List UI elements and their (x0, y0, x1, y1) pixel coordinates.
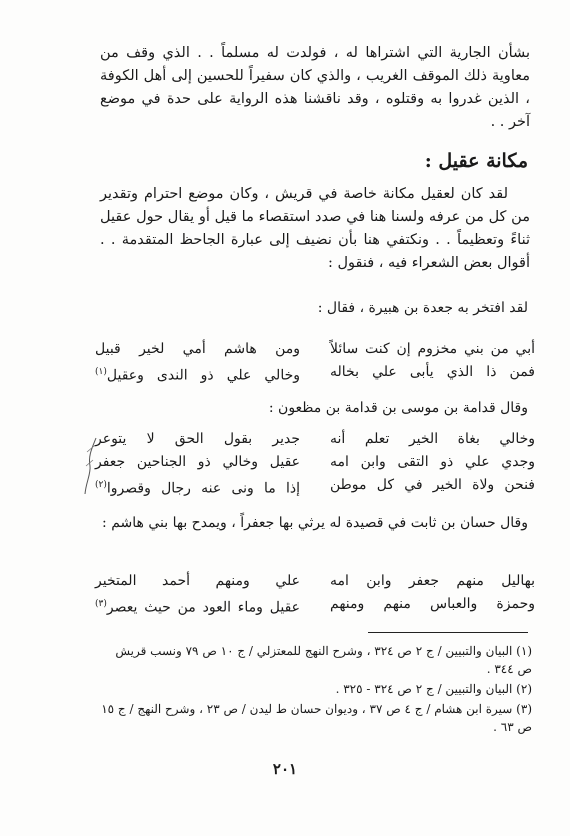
verse-second-hemistich: إذا ما ونى عنه رجال وقصروا$^{(٢)}$ (95, 480, 300, 497)
handwritten-margin-mark (82, 436, 100, 496)
section-heading: مكانة عقيل : (424, 150, 528, 172)
poem-intro-1: لقد افتخر به جعدة بن هبيرة ، فقال : (317, 300, 528, 316)
poem-intro-2: وقال قدامة بن موسى بن قدامة بن مظعون : (268, 400, 528, 416)
footnote-reference: (١) (95, 367, 107, 377)
verse-first-hemistich: وحمزة والعباس منهم ومنهم (330, 596, 535, 612)
footnote: (١) البيان والتبيين / ج ٢ ص ٣٢٤ ، وشرح النهج للمعتزلي / ج ١٠ ص ٧٩ ونسب قريش ص ٣٤٤ . (115, 644, 532, 676)
verse-first-hemistich: بهاليل منهم جعفر وابن امه (330, 573, 535, 589)
verse-first-hemistich: أبي من بني مخزوم إن كنت سائلاً (330, 341, 535, 357)
footnotes (100, 642, 532, 738)
verse-first-hemistich: وخالي بغاة الخير تعلم أنه (330, 431, 535, 447)
verse-line (95, 361, 535, 384)
footnote: (٣) سيرة ابن هشام / ج ٤ ص ٣٧ ، وديوان حسان ط ليدن / ص ٢٣ ، وشرح النهج / ج ١٥ ص ٦٣ . (101, 702, 532, 734)
verse-first-hemistich: فنحن ولاة الخير في كل موطن (330, 477, 535, 493)
verse-second-hemistich: جدير بقول الحق لا يتوعر (95, 431, 300, 447)
footnote-reference: (٣) (95, 599, 107, 609)
intro-paragraph: بشأن الجارية التي اشتراها له ، فولدت له مسلماً . . الذي وقف من معاوية ذلك الموقف الغريب ، والذي كان سفيراً للحسين إلى أهل الكوفة ، الذين غدروا به وقتلوه ، وقد ناقشنا هذه الرواية على حدة في موضع آخر . . (100, 45, 530, 130)
footnote-reference: (٢) (95, 480, 107, 490)
page-number: ٢٠١ (272, 760, 298, 778)
poem-2 (95, 428, 535, 497)
verse-second-hemistich: عقيل وخالي ذو الجناحين جعفر (95, 454, 300, 470)
poem-3 (95, 570, 535, 616)
verse-second-hemistich: وخالي علي ذو الندى وعقيل$^{(١)}$ (95, 367, 300, 384)
verse-second-hemistich: علي ومنهم أحمد المتخير (95, 573, 300, 589)
verse-second-hemistich: ومن هاشم أمي لخير قبيل (95, 341, 300, 357)
verse-first-hemistich: فمن ذا الذي يأبى علي بخاله (330, 364, 535, 380)
verse-first-hemistich: وجدي علي ذو التقى وابن امه (330, 454, 535, 470)
verse-line (95, 570, 535, 593)
verse-line (95, 593, 535, 616)
verse-second-hemistich: عقيل وماء العود من حيث يعصر$^{(٣)}$ (95, 599, 300, 616)
verse-line (95, 338, 535, 361)
footnote: (٢) البيان والتبيين / ج ٢ ص ٣٢٤ - ٣٢٥ . (335, 682, 532, 696)
main-paragraph: لقد كان لعقيل مكانة خاصة في قريش ، وكان موضع احترام وتقدير من كل من عرفه ولسنا هنا في صدد استقصاء ما قيل أو يقال حول عقيل ثناءً وتعظيماً . . ونكتفي هنا بأن نضيف إلى عبارة الجاحظ المتقدمة . . أقوال بعض الشعراء فيه ، فنقول : (100, 186, 530, 271)
footnote-separator (368, 632, 528, 633)
verse-line (95, 428, 535, 451)
poem-1 (95, 338, 535, 384)
verse-line (95, 474, 535, 497)
poem-intro-3: وقال حسان بن ثابت في قصيدة له يرثي بها جعفراً ، ويمدح بها بني هاشم : (102, 515, 528, 531)
verse-line (95, 451, 535, 474)
